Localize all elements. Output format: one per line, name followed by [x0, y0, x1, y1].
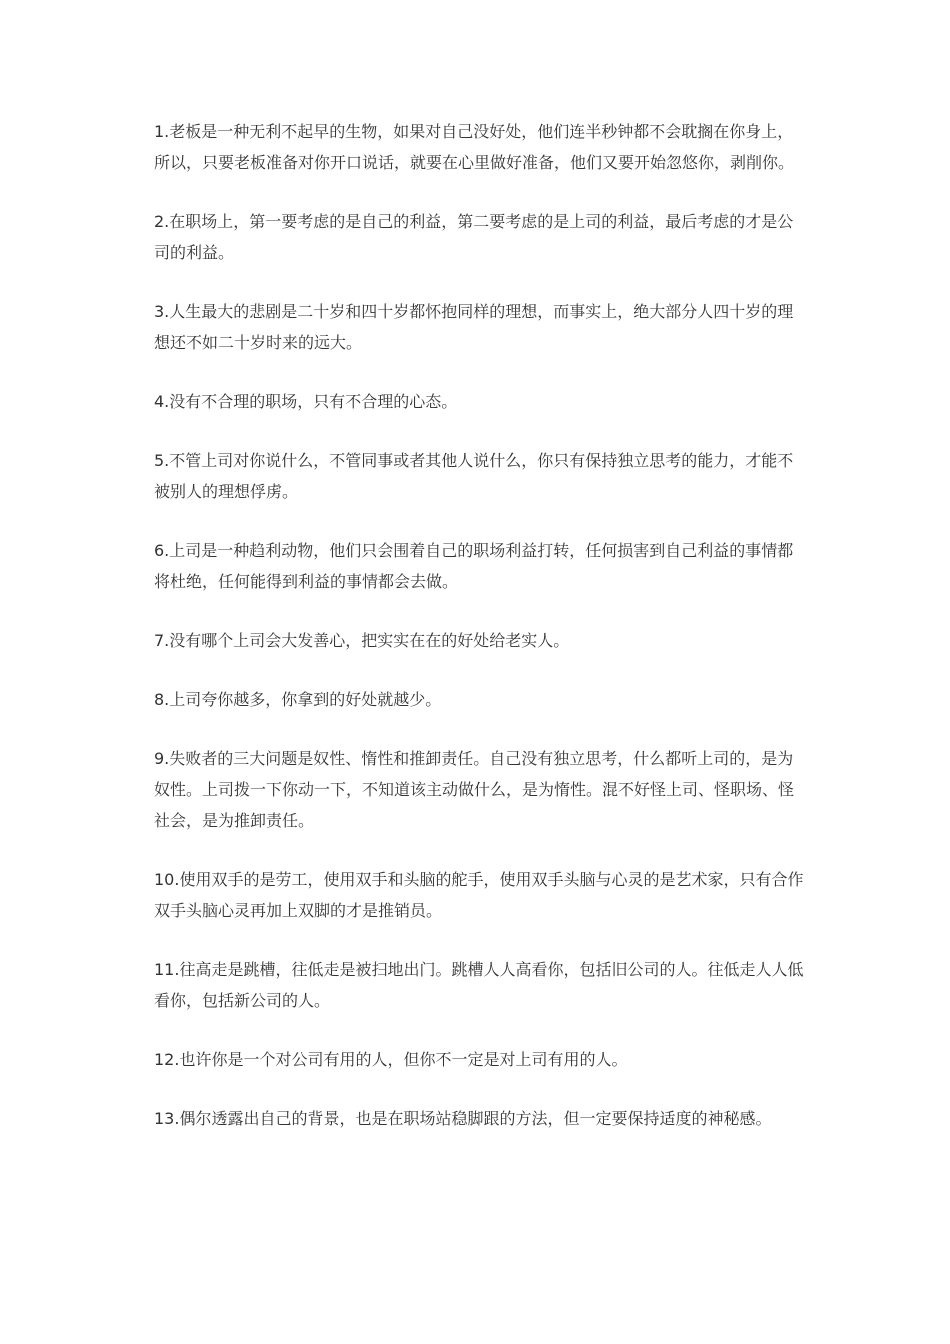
paragraph-2: 2.在职场上，第一要考虑的是自己的利益，第二要考虑的是上司的利益，最后考虑的才是公司的利益。: [154, 212, 794, 262]
paragraph-3: 3.人生最大的悲剧是二十岁和四十岁都怀抱同样的理想，而事实上，绝大部分人四十岁的理想还不如二十岁时来的远大。: [154, 302, 794, 352]
paragraph-7: 7.没有哪个上司会大发善心，把实实在在的好处给老实人。: [154, 631, 570, 650]
paragraph-9: 9.失败者的三大问题是奴性、惰性和推卸责任。自己没有独立思考，什么都听上司的，是为奴性。上司拨一下你动一下，不知道该主动做什么，是为惰性。混不好怪上司、怪职场、怪社会，是为推卸责任。: [154, 749, 795, 830]
paragraph-8: 8.上司夸你越多，你拿到的好处就越少。: [154, 690, 442, 709]
paragraph-1: 1.老板是一种无利不起早的生物，如果对自己没好处，他们连半秒钟都不会耽搁在你身上，所以，只要老板准备对你开口说话，就要在心里做好准备，他们又要开始忽悠你，剥削你。: [154, 122, 795, 172]
paragraph-5: 5.不管上司对你说什么，不管同事或者其他人说什么，你只有保持独立思考的能力，才能不被别人的理想俘虏。: [154, 451, 794, 501]
paragraph-4: 4.没有不合理的职场，只有不合理的心态。: [154, 392, 458, 411]
paragraph-13: 13.偶尔透露出自己的背景，也是在职场站稳脚跟的方法，但一定要保持适度的神秘感。: [154, 1109, 772, 1128]
paragraph-12: 12.也许你是一个对公司有用的人，但你不一定是对上司有用的人。: [154, 1050, 628, 1069]
paragraph-6: 6.上司是一种趋利动物，他们只会围着自己的职场利益打转，任何损害到自己利益的事情都将杜绝，任何能得到利益的事情都会去做。: [154, 541, 794, 591]
paragraph-10: 10.使用双手的是劳工，使用双手和头脑的舵手，使用双手头脑与心灵的是艺术家，只有合作双手头脑心灵再加上双脚的才是推销员。: [154, 870, 804, 920]
paragraph-11: 11.往高走是跳槽，往低走是被扫地出门。跳槽人人高看你，包括旧公司的人。往低走人人低看你，包括新公司的人。: [154, 960, 804, 1010]
document-body: [154, 116, 804, 1162]
